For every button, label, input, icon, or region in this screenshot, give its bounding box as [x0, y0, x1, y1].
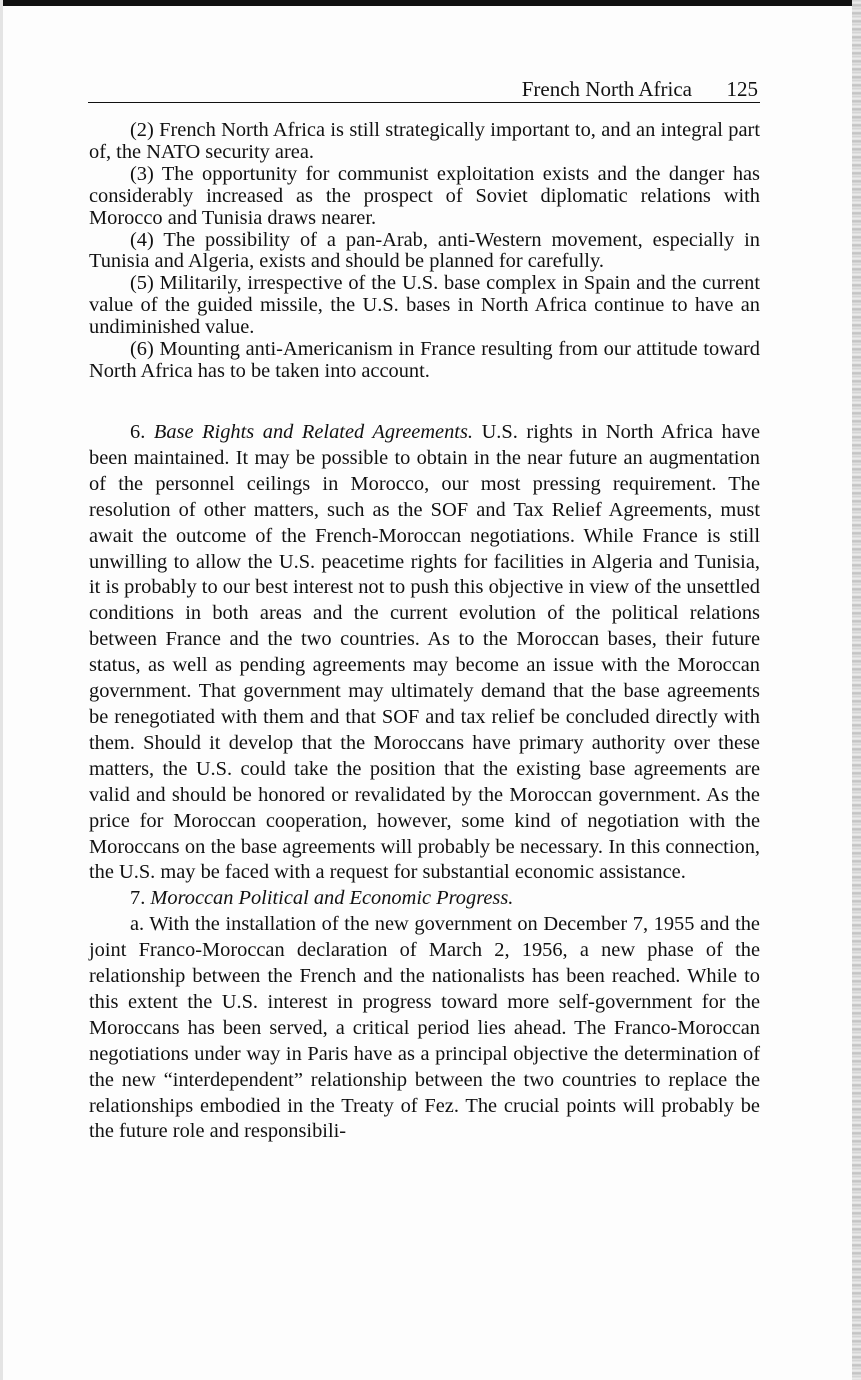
section-6-paragraph — [89, 420, 760, 886]
section-6-body: U.S. rights in North Africa have been maintained. It may be possible to obtain in the near future an augmentation of the personnel ceilings in Morocco, our most pressing requirement. The resolution of other matters, such as the SOF and Tax Relief Agreements, must await the outcome of the French-Moroccan negotiations. While France is still unwilling to allow the U.S. peacetime rights for facilities in Algeria and Tunisia, it is probably to our best interest not to push this objective in view of the unsettled conditions in both areas and the current evolution of the political relations between France and the two countries. As to the Moroccan bases, their future status, as well as pending agreements may become an issue with the Moroccan government. That government may ultimately demand that the base agreements be renegotiated with them and that SOF and tax relief be concluded directly with them. Should it develop that the Moroccans have primary authority over these matters, the U.S. could take the position that the existing base agreements are valid and should be honored or revalidated by the Moroccan government. As the price for Moroccan cooperation, however, some kind of negotiation with the Moroccans on the base agreements will probably be necessary. In this connection, the U.S. may be faced with a request for substantial economic assistance. — [89, 421, 761, 884]
page-number: 125 — [726, 77, 758, 101]
main-text — [89, 420, 760, 1145]
scan-page-edge — [852, 0, 861, 1380]
section-7-heading-line — [89, 886, 760, 912]
section-7-number: 7. — [130, 887, 151, 910]
section-7-heading: Moroccan Political and Economic Progress. — [150, 887, 514, 910]
section-6-number: 6. — [130, 421, 154, 443]
running-header-title: French North Africa — [521, 77, 692, 101]
list-item: (5) Militarily, irrespective of the U.S. base complex in Spain and the current value of the guided missile, the U.S. bases in North Africa continue to have an undiminished value. — [89, 272, 760, 339]
section-7-paragraph-a: a. With the installation of the new government on December 7, 1955 and the joint Franco-Moroccan declaration of March 2, 1956, a new phase of the relationship between the French and the nationalists has been reached. While to this extent the U.S. interest in progress toward more self-government for the Moroccans has been served, a critical period lies ahead. The Franco-Moroccan negotiations under way in Paris have as a principal objective the determination of the new “interdependent” relationship between the two countries to replace the relationships embodied in the Treaty of Fez. The crucial points will probably be the future role and responsibili- — [89, 913, 760, 1143]
numbered-list — [89, 120, 760, 383]
scan-left-edge — [0, 0, 3, 1380]
list-item: (4) The possibility of a pan-Arab, anti-Western movement, especially in Tunisia and Algeria, exists and should be planned for carefully. — [89, 228, 760, 273]
list-item: (2) French North Africa is still strategically important to, and an integral part of, the NATO security area. — [89, 119, 760, 163]
scan-top-border — [0, 0, 861, 6]
list-item: (6) Mounting anti-Americanism in France resulting from our attitude toward North Africa has to be taken into account. — [89, 338, 760, 382]
running-header — [88, 76, 760, 103]
list-item: (3) The opportunity for communist exploitation exists and the danger has considerably increased as the prospect of Soviet diplomatic relations with Morocco and Tunisia draws nearer. — [89, 162, 760, 229]
section-6-heading: Base Rights and Related Agreements. — [153, 421, 473, 443]
